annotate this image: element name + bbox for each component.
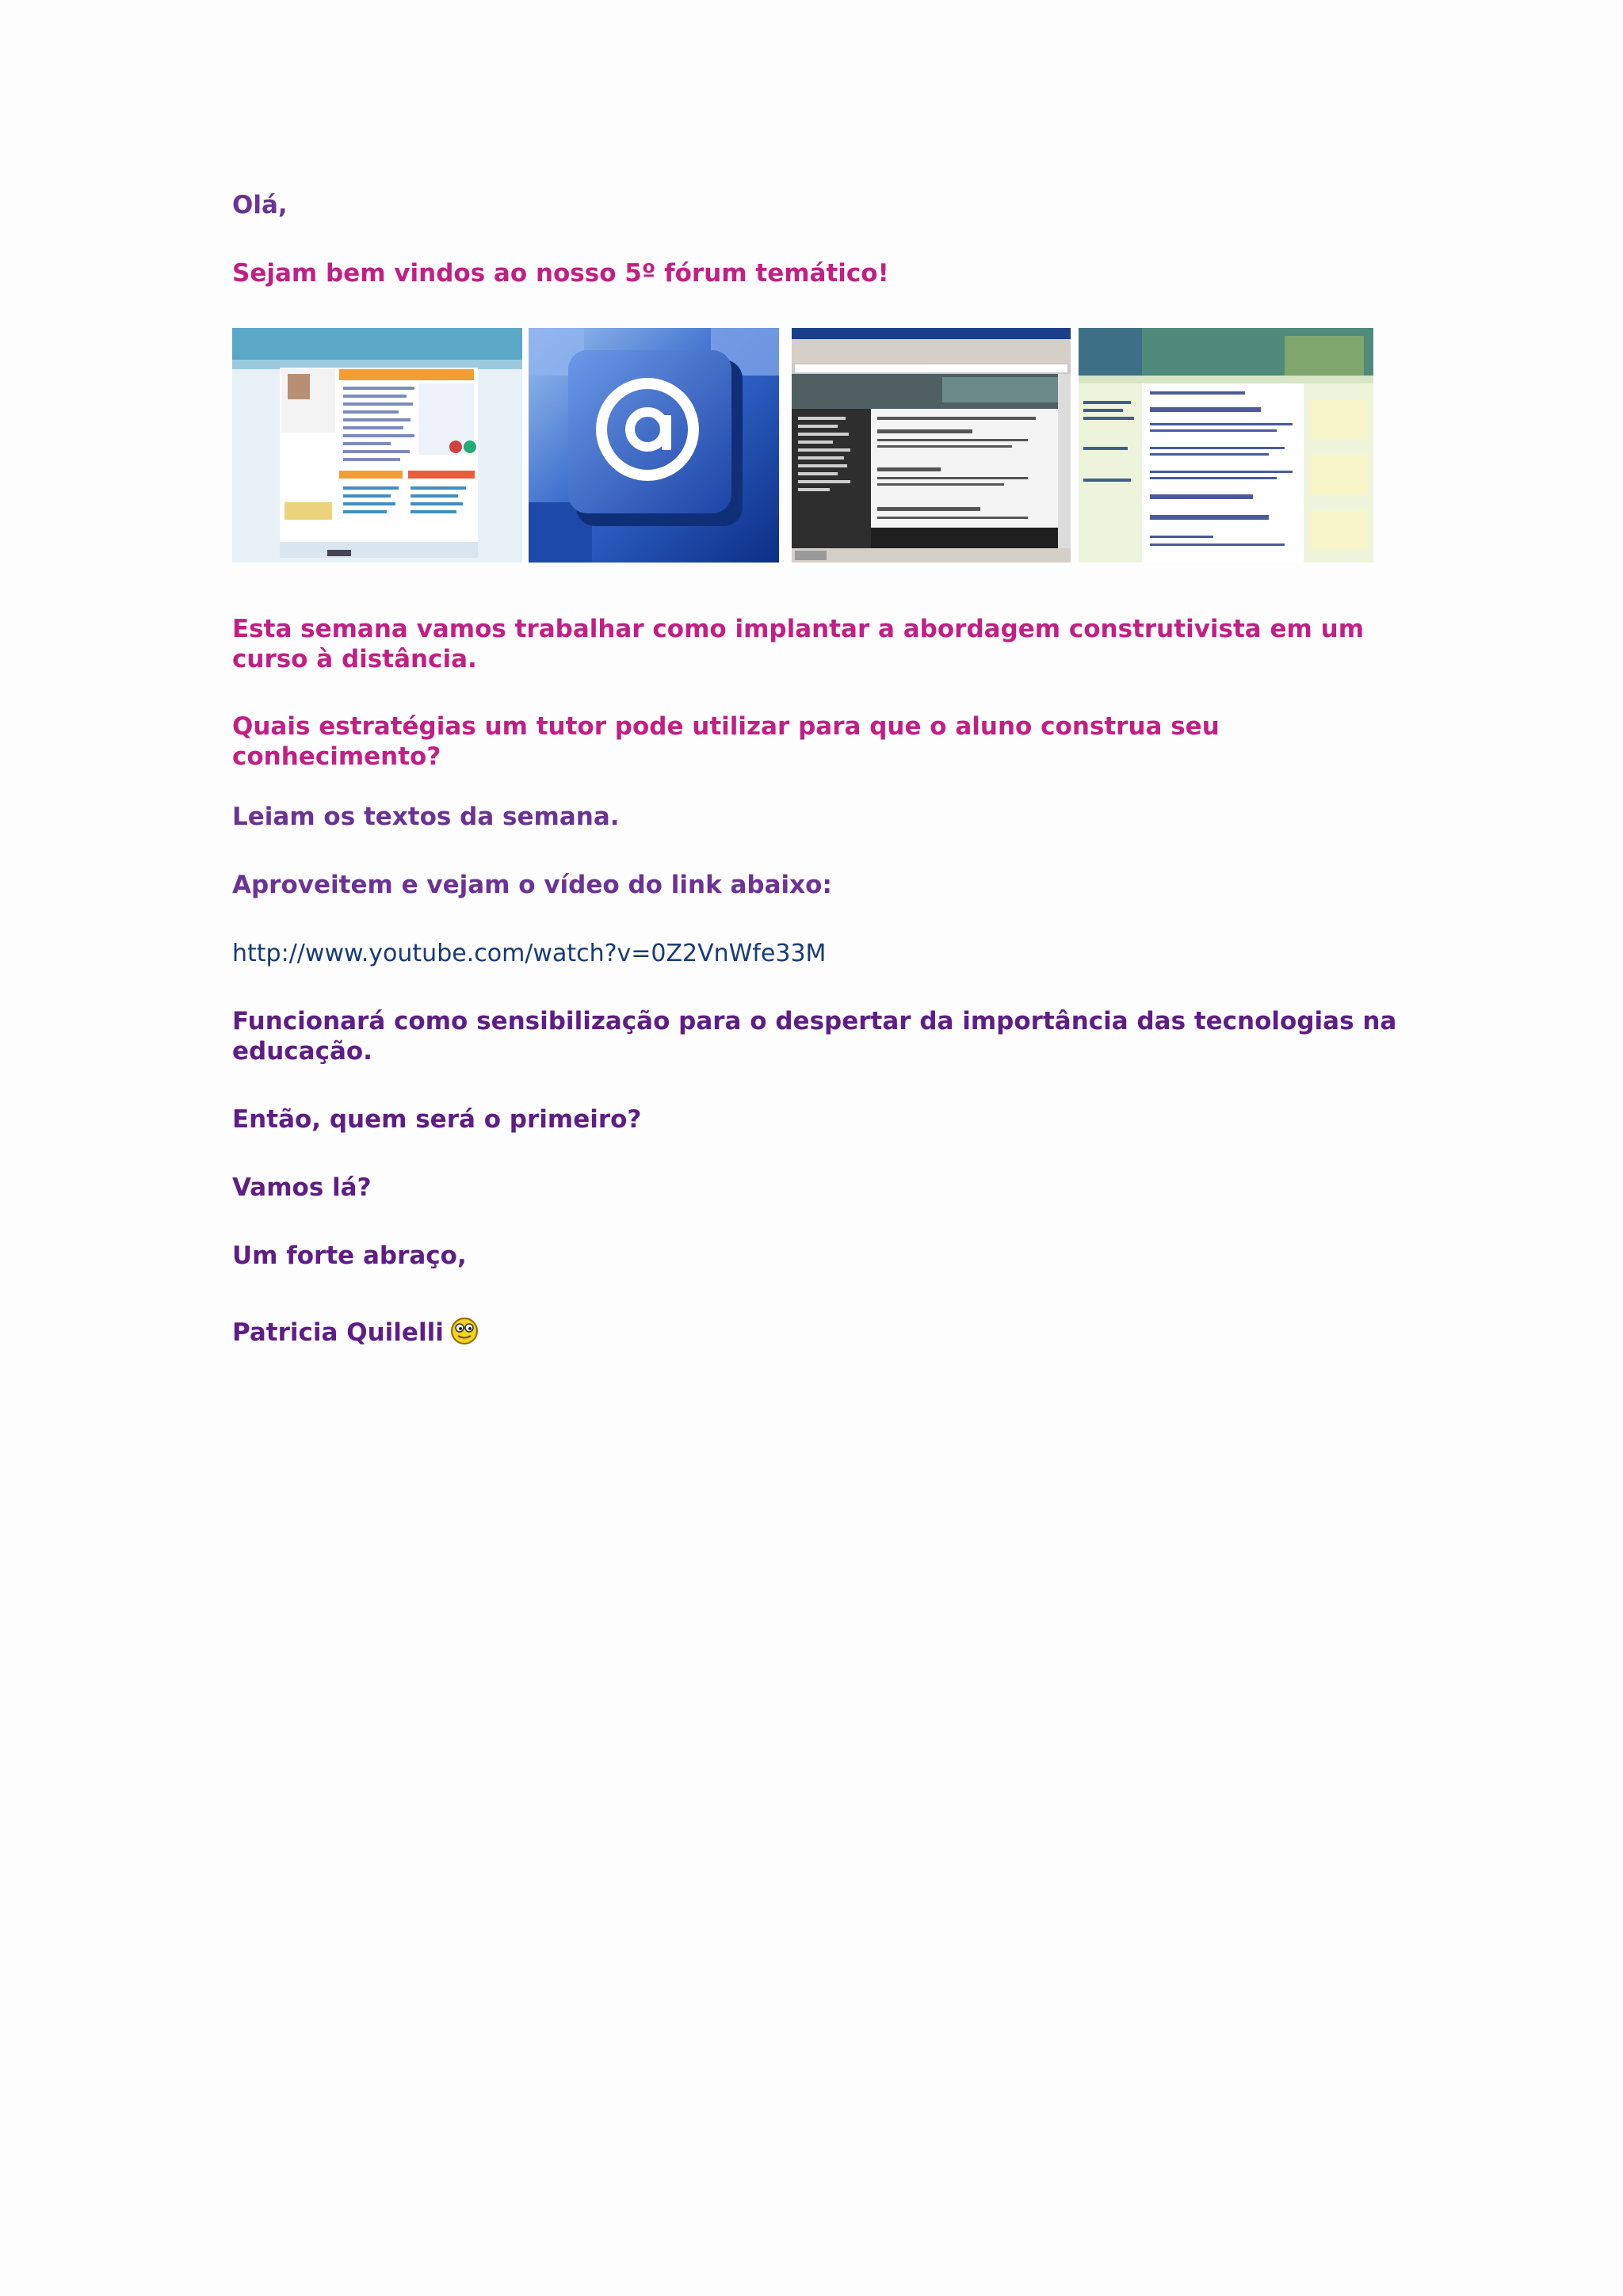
image-strip bbox=[232, 328, 1373, 563]
smiley-icon bbox=[450, 1322, 479, 1350]
signature-line bbox=[232, 1315, 1421, 1351]
browser-window-screenshot-image bbox=[792, 328, 1071, 563]
paragraph-implantar: Esta semana vamos trabalhar como implantar a abordagem construtivista em um curso à distância. bbox=[232, 615, 1364, 673]
paragraph-vamos-la: Vamos lá? bbox=[232, 1173, 372, 1202]
greeting-text: Olá, bbox=[232, 191, 288, 219]
video-link-line bbox=[232, 938, 1421, 969]
signature-name: Patricia Quilelli bbox=[232, 1318, 444, 1347]
paragraph-quem-sera: Então, quem será o primeiro? bbox=[232, 1105, 642, 1134]
portal-screenshot-image bbox=[232, 328, 522, 563]
paragraph-estrategias: Quais estratégias um tutor pode utilizar para que o aluno construa seu conhecimento? bbox=[232, 712, 1220, 771]
at-sign-keyboard-image bbox=[529, 328, 779, 563]
youtube-video-link[interactable]: http://www.youtube.com/watch?v=0Z2VnWfe33M bbox=[232, 940, 827, 967]
paragraph-aproveitem: Aproveitem e vejam o vídeo do link abaixo: bbox=[232, 871, 832, 899]
paragraph-leiam: Leiam os textos da semana. bbox=[232, 803, 620, 831]
paragraph-abraco: Um forte abraço, bbox=[232, 1241, 467, 1270]
course-page-screenshot-image bbox=[1079, 328, 1373, 563]
welcome-text: Sejam bem vindos ao nosso 5º fórum temático! bbox=[232, 259, 889, 288]
paragraph-funcionara: Funcionará como sensibilização para o despertar da importância das tecnologias na educação. bbox=[232, 1007, 1397, 1066]
